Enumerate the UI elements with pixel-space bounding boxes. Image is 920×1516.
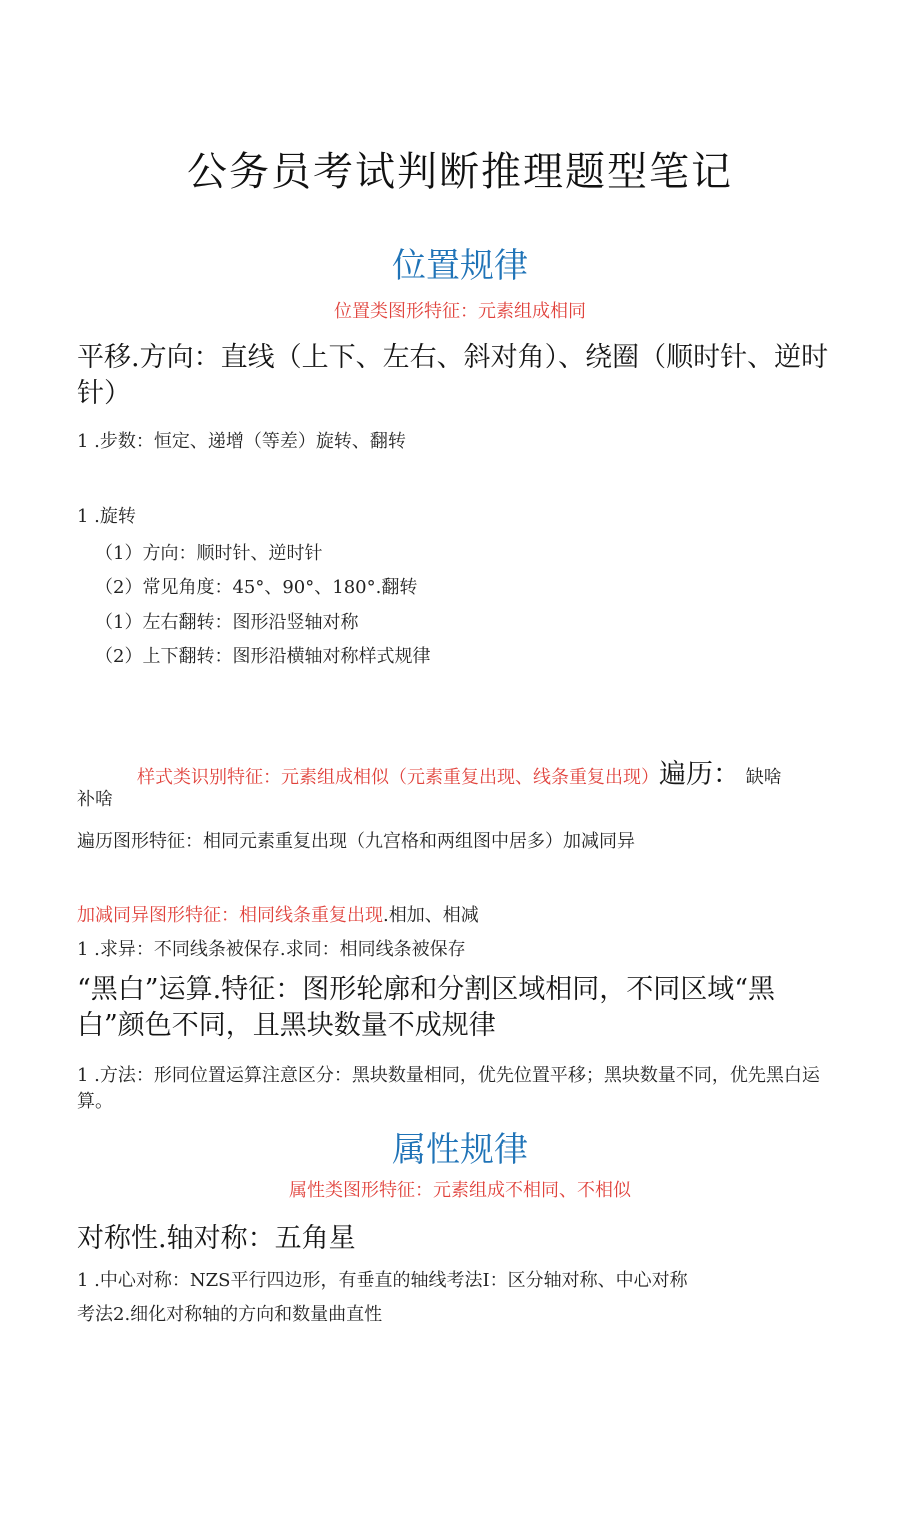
addsub-line — [77, 903, 479, 929]
traverse-feature: 遍历图形特征：相同元素重复出现（九宫格和两组图中居多）加减同异 — [77, 831, 635, 852]
method2-line: 考法2.细化对称轴的方向和数量曲直性 — [77, 1304, 383, 1325]
translation-heading: 平移.方向：直线（上下、左右、斜对角）、绕圈（顺时针、逆时针） — [77, 342, 829, 409]
diff-same-line: 1 .求异：不同线条被保存.求同：相同线条被保存 — [77, 939, 466, 960]
traverse-wrap: 补啥 — [77, 789, 113, 810]
rotation-item: （1）方向：顺时针、逆时针 — [95, 543, 323, 564]
blackwhite-heading: “黑白”运算.特征：图形轮廓和分割区域相同，不同区域“黑白”颜色不同，且黑块数量不成规律 — [77, 974, 775, 1041]
steps-line: 1 .步数：恒定、递增（等差）旋转、翻转 — [77, 431, 406, 452]
rotation-item: （1）左右翻转：图形沿竖轴对称 — [95, 612, 359, 633]
symmetry-heading: 对称性.轴对称：五角星 — [77, 1223, 356, 1254]
rotation-item: （2）上下翻转：图形沿横轴对称样式规律 — [95, 646, 431, 667]
rotation-item: （2）常见角度：45°、90°、180°.翻转 — [95, 577, 418, 598]
addsub-feature: 加减同异图形特征：相同线条重复出现 — [77, 905, 383, 926]
addsub-tail: .相加、相减 — [383, 905, 479, 926]
traverse-heading: 遍历： — [659, 759, 740, 790]
position-feature: 位置类图形特征：元素组成相同 — [334, 301, 586, 322]
center-symmetry-line: 1 .中心对称：NZS平行四边形，有垂直的轴线考法I：区分轴对称、中心对称 — [77, 1270, 688, 1291]
style-feature-line — [137, 752, 782, 791]
section-heading-position: 位置规律 — [392, 246, 528, 286]
traverse-tail: 缺啥 — [745, 767, 782, 788]
page-title: 公务员考试判断推理题型笔记 — [187, 149, 733, 195]
rotation-title: 1 .旋转 — [77, 506, 136, 527]
attribute-feature: 属性类图形特征：元素组成不相同、不相似 — [289, 1180, 631, 1201]
style-feature: 样式类识别特征：元素组成相似（元素重复出现、线条重复出现） — [137, 767, 659, 788]
method-line: 1 .方法：形同位置运算注意区分：黑块数量相同，优先位置平移；黑块数量不同，优先黑白运算。 — [77, 1065, 820, 1112]
section-heading-attribute: 属性规律 — [392, 1130, 528, 1170]
